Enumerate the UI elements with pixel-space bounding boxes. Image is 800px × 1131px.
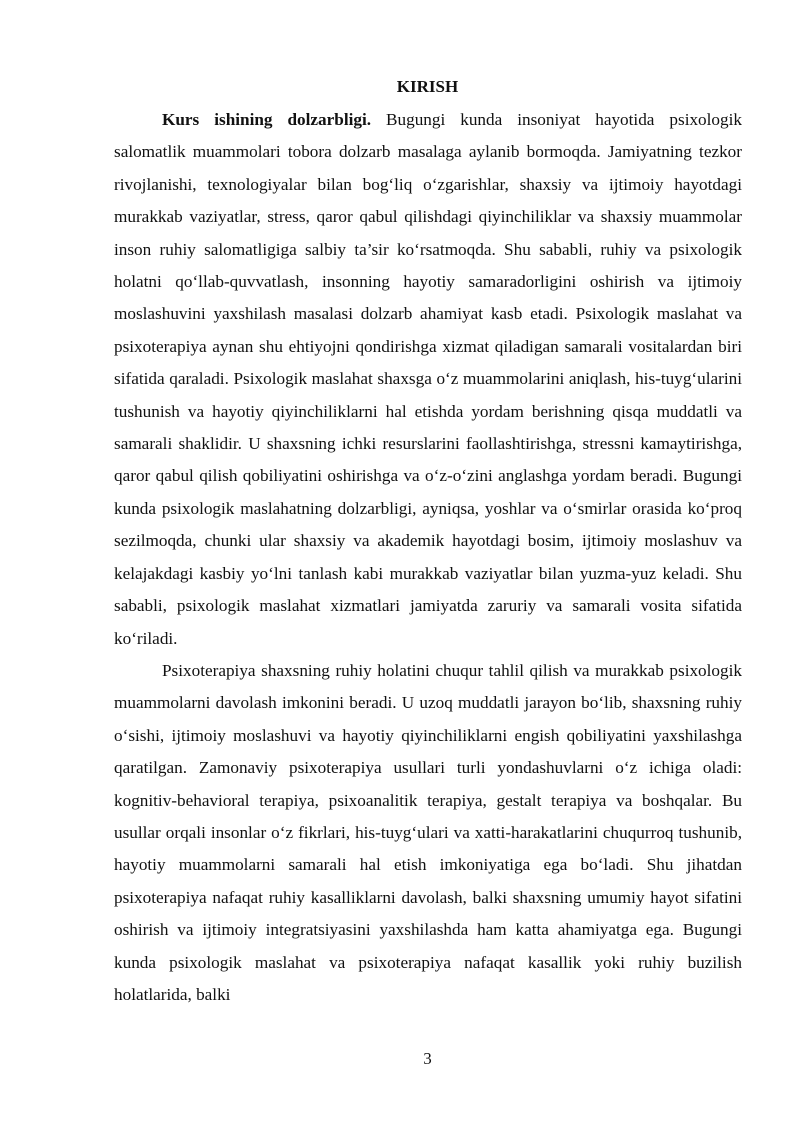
paragraph-lead: Kurs ishining dolzarbligi. — [162, 110, 372, 129]
body-text — [114, 104, 742, 1011]
section-heading: KIRISH — [396, 77, 459, 96]
page-number: 3 — [423, 1049, 432, 1068]
paragraph-relevance — [114, 104, 742, 655]
paragraph-text: Bugungi kunda insoniyat hayotida psixologik salomatlik muammolari tobora dolzarb masalaga aylanib bormoqda. Jamiyatning tezkor rivojlanishi, texnologiyalar bilan bog‘liq o‘zgarishlar, shaxsiy va ijtimoiy hayotdagi murakkab vaziyatlar, stress, qaror qabul qilishdagi qiyinchiliklar va shaxsiy muammolar inson ruhiy salomatligiga salbiy ta’sir ko‘rsatmoqda. Shu sababli, ruhiy va psixologik holatni qo‘llab-quvvatlash, insonning hayotiy samaradorligini oshirish va ijtimoiy moslashuvini yaxshilash masalasi dolzarb ahamiyat kasb etadi. Psixologik maslahat va psixoterapiya aynan shu ehtiyojni qondirishga xizmat qiladigan samarali vositalardan biri sifatida qaraladi. Psixologik maslahat shaxsga o‘z muammolarini aniqlash, his-tuyg‘ularini tushunish va hayotiy qiyinchiliklarni hal etishda yordam berishning qisqa muddatli va samarali shaklidir. U shaxsning ichki resurslarini faollashtirishga, stressni kamaytirishga, qaror qabul qilish qobiliyatini oshirishga va o‘z-o‘zini anglashga yordam beradi. Bugungi kunda psixologik maslahatning dolzarbligi, ayniqsa, yoshlar va o‘smirlar orasida ko‘proq sezilmoqda, chunki ular shaxsiy va akademik hayotdagi bosim, ijtimoiy moslashuv va kelajakdagi kasbiy yo‘lni tanlash kabi murakkab vaziyatlar bilan yuzma-yuz keladi. Shu sababli, psixologik maslahat xizmatlari jamiyatda zaruriy va samarali vosita sifatida ko‘riladi. — [114, 110, 742, 648]
paragraph-psychotherapy — [114, 655, 742, 1011]
paragraph-text: Psixoterapiya shaxsning ruhiy holatini chuqur tahlil qilish va murakkab psixologik muammolarni davolash imkonini beradi. U uzoq muddatli jarayon bo‘lib, shaxsning ruhiy o‘sishi, ijtimoiy moslashuvi va hayotiy qiyinchiliklarni engish qobiliyatini yaxshilashga qaratilgan. Zamonaviy psixoterapiya usullari turli yondashuvlarni o‘z ichiga oladi: kognitiv-behavioral terapiya, psixoanalitik terapiya, gestalt terapiya va boshqalar. Bu usullar orqali insonlar o‘z fikrlari, his-tuyg‘ulari va xatti-harakatlarini chuqurroq tushunib, hayotiy muammolarni samarali hal etish imkoniyatiga ega bo‘ladi. Shu jihatdan psixoterapiya nafaqat ruhiy kasalliklarni davolash, balki shaxsning umumiy hayot sifatini oshirish va ijtimoiy integratsiyasini yaxshilashda ham katta ahamiyatga ega. Bugungi kunda psixologik maslahat va psixoterapiya nafaqat kasallik yoki ruhiy buzilish holatlarida, balki — [114, 660, 742, 1004]
